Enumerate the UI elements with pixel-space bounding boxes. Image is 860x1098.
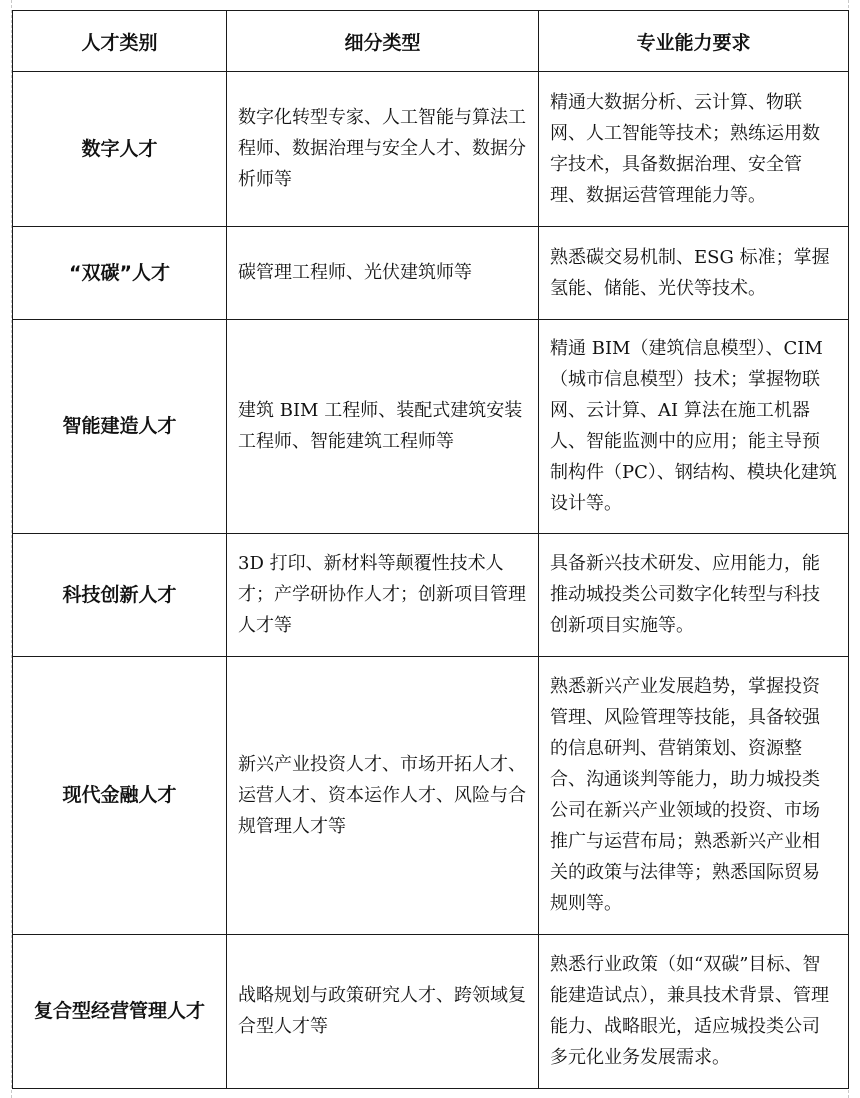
talent-requirements-table bbox=[12, 10, 849, 1089]
row-subtypes: 建筑 BIM 工程师、装配式建筑安装工程师、智能建筑工程师等 bbox=[227, 320, 539, 534]
table-header-row bbox=[13, 11, 849, 72]
header-subtypes: 细分类型 bbox=[227, 11, 539, 72]
header-requirements: 专业能力要求 bbox=[539, 11, 849, 72]
row-requirements: 熟悉碳交易机制、ESG 标准；掌握氢能、储能、光伏等技术。 bbox=[539, 227, 849, 320]
row-subtypes: 3D 打印、新材料等颠覆性技术人才；产学研协作人才；创新项目管理人才等 bbox=[227, 534, 539, 657]
header-talent-category: 人才类别 bbox=[13, 11, 227, 72]
row-category: 数字人才 bbox=[13, 72, 227, 227]
row-requirements: 精通大数据分析、云计算、物联网、人工智能等技术；熟练运用数字技术，具备数据治理、安全管理、数据运营管理能力等。 bbox=[539, 72, 849, 227]
row-subtypes: 战略规划与政策研究人才、跨领域复合型人才等 bbox=[227, 935, 539, 1089]
table-row bbox=[13, 320, 849, 534]
row-subtypes: 碳管理工程师、光伏建筑师等 bbox=[227, 227, 539, 320]
table-row bbox=[13, 657, 849, 935]
row-category: 现代金融人才 bbox=[13, 657, 227, 935]
row-requirements: 熟悉新兴产业发展趋势，掌握投资管理、风险管理等技能，具备较强的信息研判、营销策划、资源整合、沟通谈判等能力，助力城投类公司在新兴产业领域的投资、市场推广与运营布局；熟悉新兴产业相关的政策与法律等；熟悉国际贸易规则等。 bbox=[539, 657, 849, 935]
row-category: 科技创新人才 bbox=[13, 534, 227, 657]
table-row bbox=[13, 227, 849, 320]
table-row bbox=[13, 935, 849, 1089]
row-subtypes: 数字化转型专家、人工智能与算法工程师、数据治理与安全人才、数据分析师等 bbox=[227, 72, 539, 227]
row-requirements: 具备新兴技术研发、应用能力，能推动城投类公司数字化转型与科技创新项目实施等。 bbox=[539, 534, 849, 657]
row-category: 复合型经营管理人才 bbox=[13, 935, 227, 1089]
row-requirements: 精通 BIM（建筑信息模型）、CIM（城市信息模型）技术；掌握物联网、云计算、AI 算法在施工机器人、智能监测中的应用；能主导预制构件（PC）、钢结构、模块化建筑设计等。 bbox=[539, 320, 849, 534]
row-category: “双碳”人才 bbox=[13, 227, 227, 320]
row-requirements: 熟悉行业政策（如“双碳”目标、智能建造试点），兼具技术背景、管理能力、战略眼光，适应城投类公司多元化业务发展需求。 bbox=[539, 935, 849, 1089]
row-subtypes: 新兴产业投资人才、市场开拓人才、运营人才、资本运作人才、风险与合规管理人才等 bbox=[227, 657, 539, 935]
table-row bbox=[13, 534, 849, 657]
table-row bbox=[13, 72, 849, 227]
row-category: 智能建造人才 bbox=[13, 320, 227, 534]
